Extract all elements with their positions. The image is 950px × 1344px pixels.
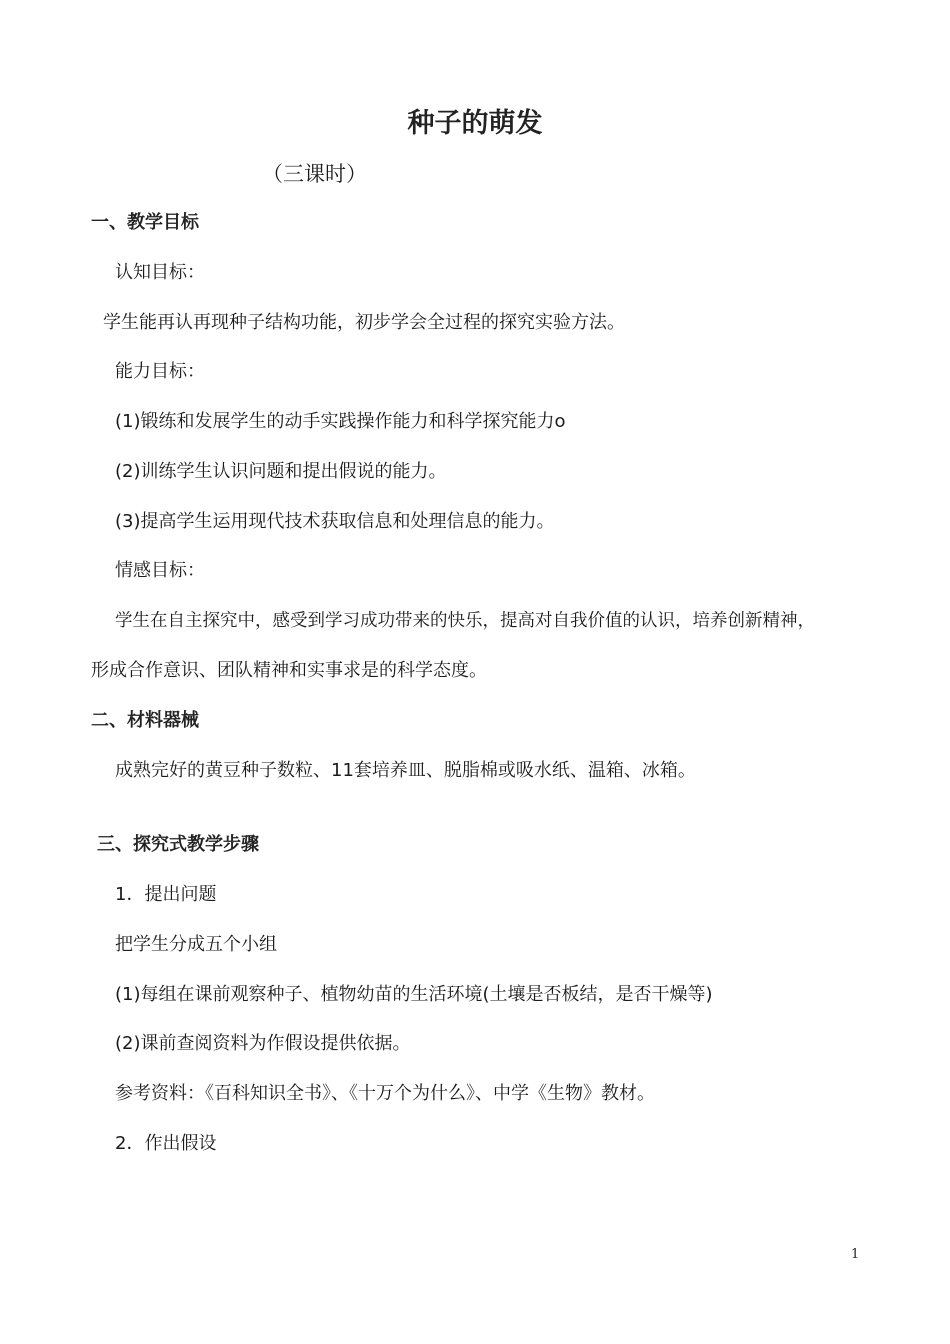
ability-item: (2)训练学生认识问题和提出假说的能力。: [115, 461, 447, 482]
section-heading-objectives: 一、教学目标: [91, 212, 199, 233]
step-item: (1)每组在课前观察种子、植物幼苗的生活环境(土壤是否板结，是否干燥等): [115, 984, 713, 1005]
section-heading-materials: 二、材料器械: [91, 710, 199, 731]
step-item: (2)课前查阅资料为作假设提供依据。: [115, 1033, 411, 1054]
document-subtitle: （三课时）: [262, 162, 367, 186]
ability-item: (1)锻练和发展学生的动手实践操作能力和科学探究能力ο: [115, 411, 566, 432]
step-1-label: 1．提出问题: [115, 884, 217, 905]
materials-text: 成熟完好的黄豆种子数粒、11套培养皿、脱脂棉或吸水纸、温箱、冰箱。: [115, 760, 696, 781]
emotion-text-continued: 形成合作意识、团队精神和实事求是的科学态度。: [91, 660, 487, 681]
emotion-label: 情感目标：: [115, 560, 205, 581]
ability-item: (3)提高学生运用现代技术获取信息和处理信息的能力。: [115, 511, 555, 532]
group-text: 把学生分成五个小组: [115, 934, 277, 955]
emotion-text: 学生在自主探究中，感受到学习成功带来的快乐，提高对自我价值的认识，培养创新精神，: [115, 611, 815, 631]
reference-text: 参考资料：《百科知识全书》、《十万个为什么》、中学《生物》教材。: [115, 1083, 655, 1104]
cognitive-label: 认知目标：: [115, 262, 205, 283]
document-title: 种子的萌发: [407, 108, 543, 139]
page-number: 1: [851, 1247, 860, 1262]
step-2-label: 2．作出假设: [115, 1133, 217, 1154]
cognitive-text: 学生能再认再现种子结构功能，初步学会全过程的探究实验方法。: [103, 312, 625, 333]
ability-label: 能力目标：: [115, 361, 205, 382]
section-heading-steps: 三、探究式教学步骤: [97, 834, 259, 855]
